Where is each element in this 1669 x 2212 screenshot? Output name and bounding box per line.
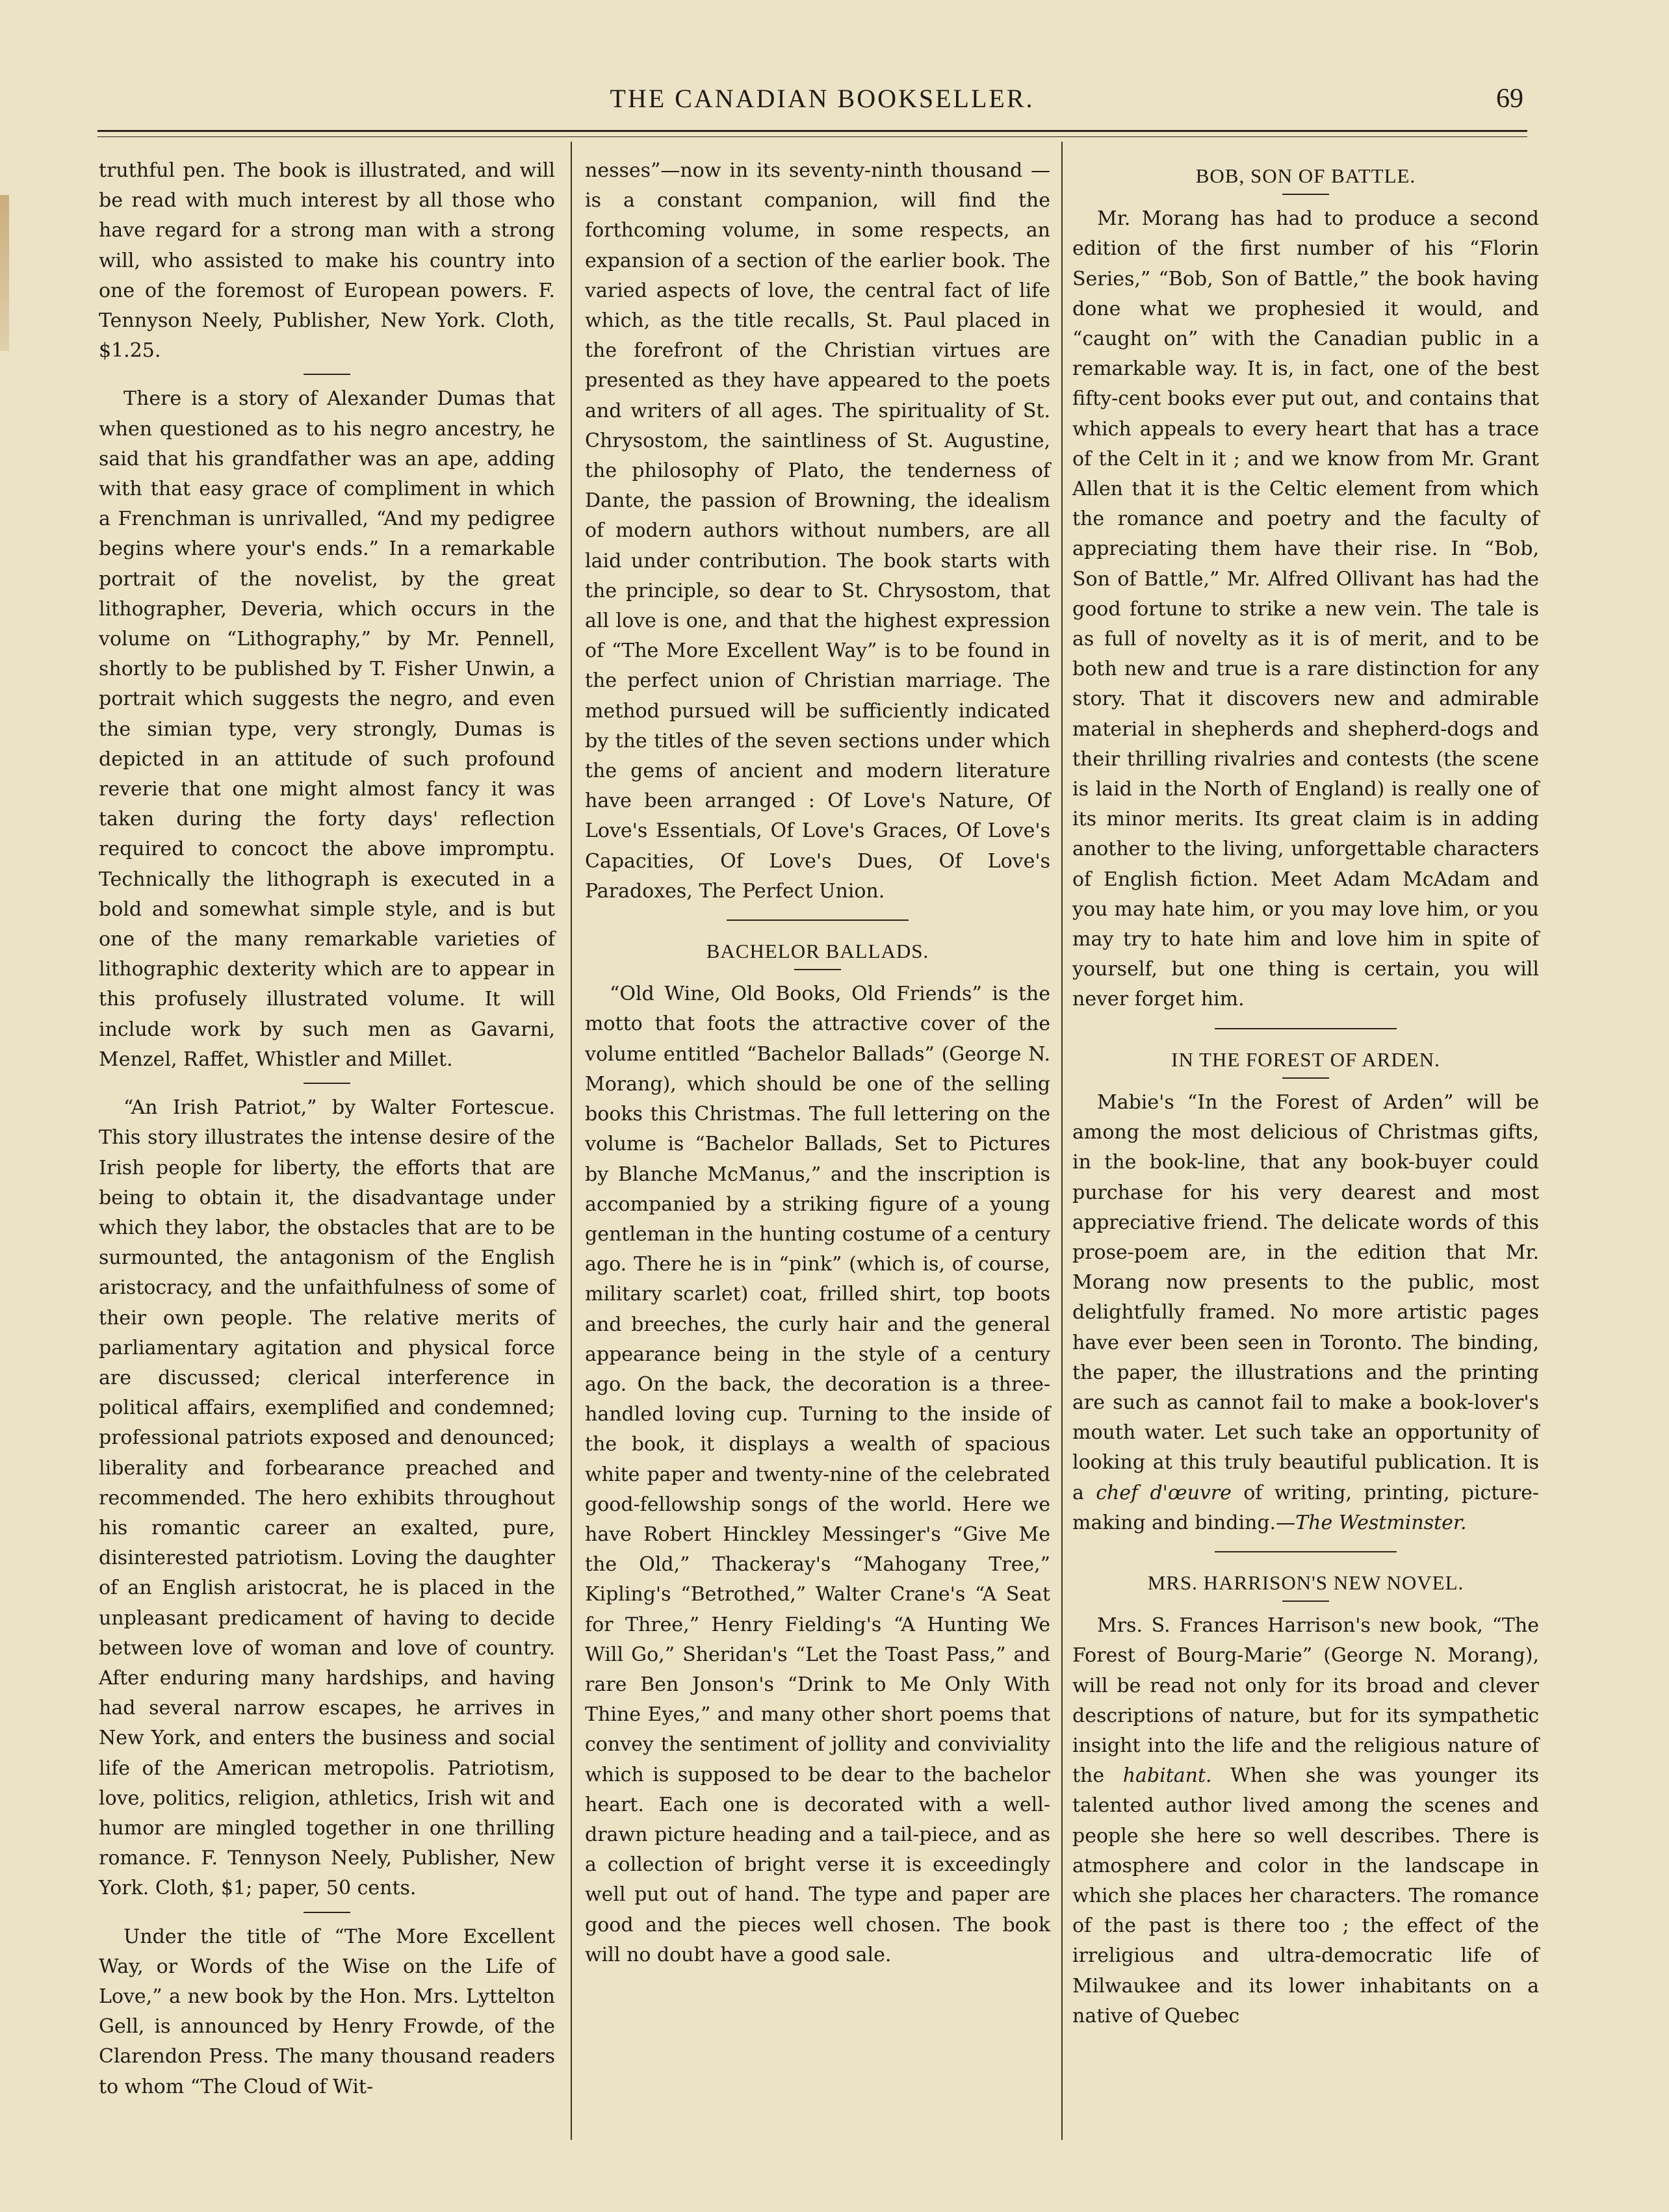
article-heading: BACHELOR BALLADS. — [706, 940, 929, 963]
separator-rule — [794, 969, 841, 970]
separator-rule — [1282, 1077, 1329, 1079]
article-heading: BOB, SON OF BATTLE. — [1195, 164, 1416, 187]
page-edge-stain — [0, 195, 9, 351]
separator-rule — [727, 920, 909, 921]
paragraph-text: of writing, printing, picture-making and binding.— — [1072, 1481, 1539, 1534]
paragraph: Under the title of “The More Excellent Way, or Words of the Wise on the Life of Love,” a new book by the Hon. Mrs. Lyttelton Gell, is announced by Henry Frowde, of the Clarendon Press. The many thousand readers to whom “The Cloud of Wit- — [99, 1925, 555, 2098]
italic-term: chef d'œuvre — [1096, 1481, 1232, 1504]
separator-rule — [304, 374, 350, 375]
separator-rule — [1282, 1601, 1329, 1602]
separator-rule — [1215, 1551, 1397, 1552]
separator-rule — [304, 1912, 350, 1913]
paragraph: There is a story of Alexander Dumas that when questioned as to his negro ancestry, he said that his grandfather was an ape, adding with that easy grace of compliment in which a Frenchman is unrivalled, “And my pedigree begins where your's ends.” In a remarkable portrait of the novelist, by the great lithographer, Deveria, which occurs in the volume on “Lithography,” by Mr. Pennell, shortly to be published by T. Fisher Unwin, a portrait which suggests the negro, and even the simian type, very strongly, Dumas is depicted in an attitude of such profound reverie that one might almost fancy it was taken during the forty days' reflection required to concoct the above impromptu. Technically the lithograph is executed in a bold and somewhat simple style, and is but one of the many remarkable varieties of lithographic dexterity which are to appear in this profusely illustrated volume. It will include work by such men as Gavarni, Menzel, Raffet, Whistler and Millet. — [99, 387, 555, 1071]
paragraph-text: When she was younger its talented author lived among the scenes and people she here so well describes. There is atmosphere and color in the landscape in which she places her characters. The romance of the past is there too ; the effect of the irreligious and ultra-democratic life of Milwaukee and its lower inhabitants on a native of Quebec — [1072, 1764, 1539, 2027]
paragraph: nesses”—now in its seventy-ninth thousand —is a constant companion, will find the forthcoming volume, in some respects, an expansion of a section of the earlier book. The varied aspects of love, the central fact of life which, as the title recalls, St. Paul placed in the forefront of the Christian virtues are presented as they have appeared to the poets and writers of all ages. The spirituality of St. Chrysostom, the saintliness of St. Augustine, the philosophy of Plato, the tenderness of Dante, the passion of Browning, the idealism of modern authors without numbers, are all laid under contribution. The book starts with the principle, so dear to St. Chrysostom, that all love is one, and that the highest expression of “The More Excellent Way” is to be found in the perfect union of Christian marriage. The method pursued will be sufficiently indicated by the titles of the seven sections under which the gems of ancient and modern literature have been arranged : Of Love's Nature, Of Love's Essentials, Of Love's Graces, Of Love's Capacities, Of Love's Dues, Of Love's Paradoxes, The Perfect Union. — [585, 159, 1050, 903]
separator-rule — [304, 1083, 350, 1084]
paragraph — [1072, 1611, 1539, 2031]
column-divider-1 — [571, 142, 572, 2140]
page-header — [97, 83, 1547, 122]
column-1 — [99, 156, 555, 2110]
paragraph: “An Irish Patriot,” by Walter Fortescue. This story illustrates the intense desire of the Irish people for liberty, the efforts that are being to obtain it, the disadvantage under which they labor, the obstacles that are to be surmounted, the antagonism of the English aristocracy, and the unfaithfulness of some of their own people. The relative merits of parliamentary agitation and physical force are discussed; clerical interference in political affairs, exemplified and condemned; professional patriots exposed and denounced; liberality and forbearance preached and recommended. The hero exhibits throughout his romantic career an exalted, pure, disinterested patriotism. Loving the daughter of an English aristocrat, he is placed in the unpleasant predicament of having to decide between love of woman and love of country. After enduring many hardships, and having had several narrow escapes, he arrives in New York, and enters the business and social life of the American metropolis. Patriotism, love, politics, religion, athletics, Irish wit and humor are mingled together in one thrilling romance. F. Tennyson Neely, Publisher, New York. Cloth, $1; paper, 50 cents. — [99, 1096, 555, 1900]
article-heading: IN THE FOREST OF ARDEN. — [1171, 1048, 1440, 1071]
column-divider-2 — [1061, 142, 1063, 2140]
paragraph: truthful pen. The book is illustrated, and will be read with much interest by all those who have regard for a strong man with a strong will, who assisted to make his country into one of the foremost of European powers. F. Tennyson Neely, Publisher, New York. Cloth, $1.25. — [99, 159, 555, 363]
paragraph: Mr. Morang has had to produce a second edition of the first number of his “Florin Series,” “Bob, Son of Battle,” the book having done what we prophesied it would, and “caught on” with the Canadian public in a remarkable way. It is, in fact, one of the best fifty-cent books ever put out, and contains that which appeals to every heart that has a trace of the Celt in it ; and we know from Mr. Grant Allen that it is the Celtic element from which the romance and poetry and the faculty of appreciating them have their rise. In “Bob, Son of Battle,” Mr. Alfred Ollivant has had the good fortune to strike a new vein. The tale is as full of novelty as it is of merit, and to be both new and true is a rare distinction for any story. That it discovers new and admirable material in shepherds and shepherd-dogs and their thrilling rivalries and contests (the scene is laid in the North of England) is really one of its minor merits. Its great claim is in adding another to the living, unforgettable characters of English fiction. Meet Adam McAdam and you may hate him, or you may love him, or you may try to hate him and love him in spite of yourself, but one thing is certain, you will never forget him. — [1072, 207, 1539, 1011]
article-heading: MRS. HARRISON'S NEW NOVEL. — [1147, 1571, 1464, 1594]
separator-rule — [1215, 1028, 1397, 1029]
header-rule-thick — [97, 130, 1527, 132]
column-2 — [585, 156, 1050, 1978]
italic-term: habitant. — [1122, 1764, 1212, 1788]
source-credit: The Westminster. — [1295, 1511, 1467, 1534]
publication-title: THE CANADIAN BOOKSELLER. — [610, 84, 1035, 113]
header-rule-thin — [97, 136, 1527, 137]
paragraph — [1072, 1088, 1539, 1538]
paragraph-text: Mrs. S. Frances Harrison's new book, “The Forest of Bourg-Marie” (George N. Morang), will be read not only for its broad and clever descriptions of nature, but for its sympathetic insight into the life and the religious nature of the — [1072, 1614, 1539, 1788]
paragraph: “Old Wine, Old Books, Old Friends” is the motto that foots the attractive cover of the volume entitled “Bachelor Ballads” (George N. Morang), which should be one of the selling books this Christmas. The full lettering on the volume is “Bachelor Ballads, Set to Pictures by Blanche McManus,” and the inscription is accompanied by a striking figure of a young gentleman in the hunting costume of a century ago. There he is in “pink” (which is, of course, military scarlet) coat, frilled shirt, top boots and breeches, the curly hair and the general appearance being in the style of a century ago. On the back, the decoration is a three-handled loving cup. Turning to the inside of the book, it displays a wealth of spacious white paper and twenty-nine of the celebrated good-fellowship songs of the world. Here we have Robert Hinckley Messinger's “Give Me the Old,” Thackeray's “Mahogany Tree,” Kipling's “Betrothed,” Walter Crane's “A Seat for Three,” Henry Fielding's “A Hunting We Will Go,” Sheridan's “Let the Toast Pass,” and rare Ben Jonson's “Drink to Me Only With Thine Eyes,” and many other short poems that convey the sentiment of jollity and conviviality which is supposed to be dear to the bachelor heart. Each one is decorated with a well-drawn picture heading and a tail-piece, and as a collection of bright verse it is exceedingly well put out of hand. The type and paper are good and the pieces well chosen. The book will no doubt have a good sale. — [585, 983, 1050, 1966]
separator-rule — [1282, 194, 1329, 195]
column-3 — [1072, 156, 1539, 2039]
paragraph-text: Mabie's “In the Forest of Arden” will be among the most delicious of Christmas gifts, in the book-line, that any book-buyer could purchase for his very dearest and most appreciative friend. The delicate words of this prose-poem are, in the edition that Mr. Morang now presents to the public, most delightfully framed. No more artistic pages have ever been seen in Toronto. The binding, the paper, the illustrations and the printing are such as cannot fail to make a book-lover's mouth water. Let such take an opportunity of looking at this truly beautiful publication. It is a — [1072, 1090, 1539, 1504]
page-number: 69 — [1496, 84, 1523, 114]
